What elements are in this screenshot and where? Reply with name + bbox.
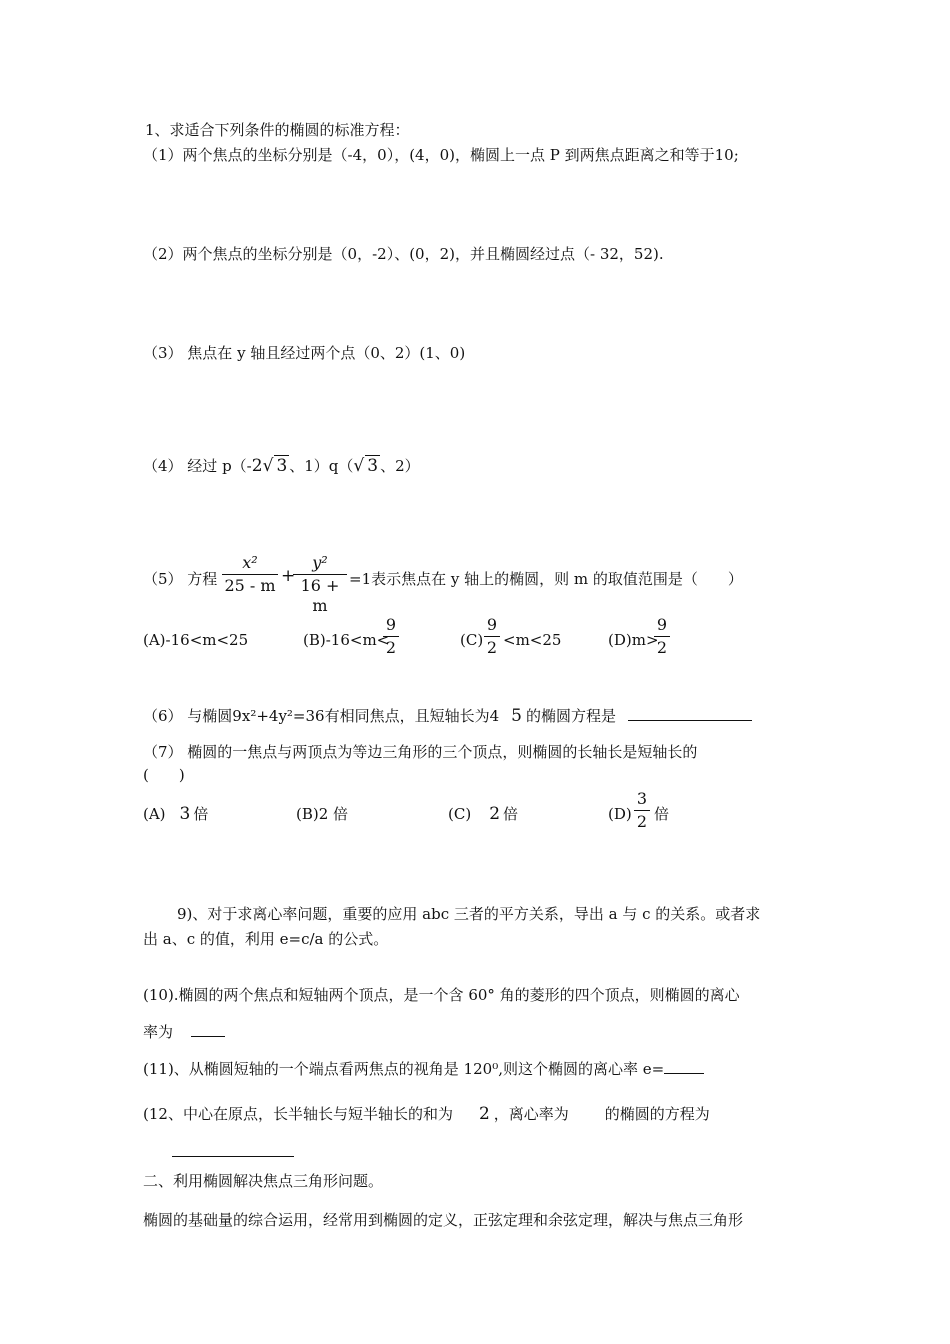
section-2-title: 二、利用椭圆解决焦点三角形问题。 [143,1172,384,1190]
section-2-body: 椭圆的基础量的综合运用，经常用到椭圆的定义，正弦定理和余弦定理，解决与焦点三角形 [143,1211,744,1229]
option-5a: (A)-16<m<25 [143,631,249,649]
question-10-line-2: 率为 [143,1022,225,1042]
fraction-y2: y² 16 + m [293,553,347,616]
question-5-label: （5） 方程 [143,570,218,588]
question-1-part-1: （1）两个焦点的坐标分别是（-4，0），(4，0)，椭圆上一点 P 到两焦点距离之和等于10; [143,146,739,164]
fraction-x2: x² 25 - m [222,553,278,596]
option-7d-unit: 倍 [654,805,670,823]
question-1-part-3: （3） 焦点在 y 轴且经过两个点（0、2）(1、0) [143,344,466,362]
answer-blank-10[interactable] [191,1022,225,1037]
fraction-9-2-b: 9 2 [383,615,399,658]
question-11: (11)、从椭圆短轴的一个端点看两焦点的视角是 120⁰,则这个椭圆的离心率 e= [143,1059,704,1079]
option-5b: (B)-16<m< [303,631,390,649]
sqrt-3-a: √ 3 [262,456,288,476]
question-9-line-2: 出 a、c 的值，利用 e=c/a 的公式。 [143,930,389,948]
question-1-part-2: （2）两个焦点的坐标分别是（0，-2）、(0，2)，并且椭圆经过点（- 32，52). [143,245,664,263]
sqrt-3-b: √ 3 [353,456,379,476]
question-6: （6） 与椭圆9x²+4y²=36有相同焦点，且短轴长为4 5 的椭圆方程是 [143,706,752,726]
question-10-line-1: (10).椭圆的两个焦点和短轴两个顶点，是一个含 60° 角的菱形的四个顶点，则椭圆的离心 [143,986,740,1004]
question-7-line-2: ( ) [143,766,185,784]
part-4-mid: 、1）q（ [289,457,354,475]
question-1-title: 1、求适合下列条件的椭圆的标准方程： [145,121,410,139]
question-9-line-1: 9)、对于求离心率问题，重要的应用 abc 三者的平方关系，导出 a 与 c 的关系。或者求 [177,905,761,923]
option-5d: (D)m> [608,631,659,649]
number-2: 2 [478,1104,490,1124]
fraction-9-2-d: 9 2 [654,615,670,658]
part-4-suffix: 、2） [380,457,420,475]
question-12: (12、中心在原点，长半轴长与短半轴长的和为 2 ，离心率为 的椭圆的方程为 [143,1104,710,1124]
part-4-prefix: （4） 经过 p（- [143,457,252,475]
option-5c-text: <m<25 [503,631,562,649]
fraction-3-2: 3 2 [634,789,650,832]
question-5-text: =1表示焦点在 y 轴上的椭圆，则 m 的取值范围是（ ） [349,570,743,588]
option-7b: (B)2 倍 [296,805,349,823]
answer-blank-12[interactable] [172,1142,294,1157]
option-7d-label: (D) [608,805,632,823]
option-7a: (A) 3 倍 [143,804,209,824]
number-5: 5 [511,706,522,726]
question-1-part-4 [143,455,420,476]
option-7c: (C) 2 倍 [448,804,519,824]
question-7-line-1: （7） 椭圆的一焦点与两顶点为等边三角形的三个顶点，则椭圆的长轴长是短轴长的 [143,743,698,761]
option-5c-label: (C) [460,631,484,649]
fraction-9-2-c: 9 2 [484,615,500,658]
part-4-coef: 2 [251,456,263,476]
answer-blank-6[interactable] [628,706,752,721]
plus-sign: + [281,566,296,586]
answer-blank-11[interactable] [664,1059,704,1074]
